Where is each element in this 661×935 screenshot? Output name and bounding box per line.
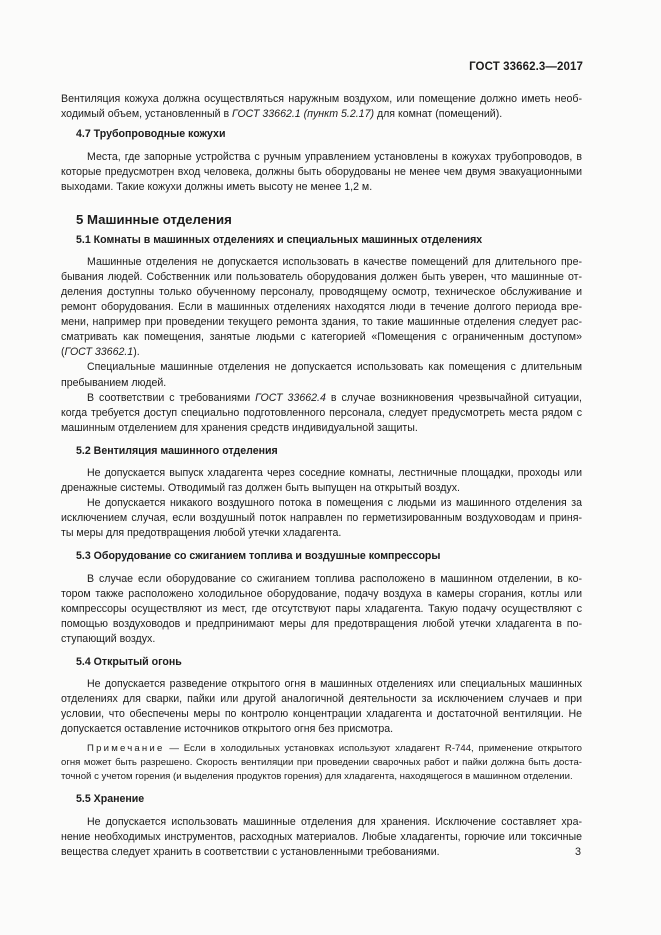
- document-header-code: ГОСТ 33662.3—2017: [469, 61, 583, 73]
- subsection-heading: 5.3 Оборудование со сжиганием топлива и воздушные компрессоры: [76, 550, 441, 563]
- subsection-heading: 5.4 Открытый огонь: [76, 656, 182, 668]
- text-line: Специальные машинные отделения не допускается использовать как помещения с длительным: [87, 361, 582, 374]
- text-line: пребыванием людей.: [61, 376, 167, 389]
- text-line: исключением случая, если воздушный поток направлен по герметизированным воздуховодам и приня-: [61, 512, 582, 525]
- text-line: ты меры для предотвращения любой утечки хладагента.: [61, 527, 342, 540]
- text-run: В соответствии с требованиями: [87, 391, 256, 404]
- text-run: ГОСТ 33662.1: [64, 346, 134, 359]
- text-line: В случае если оборудование со сжиганием топлива расположено в машинном отделении, в ко-: [87, 572, 582, 585]
- text-line: Машинные отделения не допускается использовать в качестве помещений для длительного пре-: [87, 255, 582, 268]
- text-line: нение необходимых инструментов, расходных материалов. Любые хладагенты, горючие или токсичные: [61, 830, 582, 843]
- text-line: Не допускается использовать машинные отделения для хранения. Исключение составляет хра-: [87, 815, 582, 828]
- text-line: Не допускается разведение открытого огня в машинных отделениях или специальных машинных: [87, 678, 582, 691]
- text-run: ГОСТ 33662.1 (пункт 5.2.17): [232, 108, 374, 121]
- text-run: — Если в холодильных установках используют хладагент R-744, применение открытого: [164, 743, 582, 755]
- text-run: для комнат (помещений).: [374, 108, 503, 121]
- text-line: отделениях для сварки, пайки или другой аналогичной деятельности за исключением случаев и при: [61, 693, 582, 706]
- text-line: мени, например при проведении текущего ремонта здания, то такие машинные отделения следует рас-: [61, 316, 582, 329]
- text-line: помощью воздуховодов и предпринимают меры для предотвращения любой утечки хладагента в по-: [61, 617, 582, 630]
- text-line: Вентиляция кожуха должна осуществляться наружным воздухом, или помещение должно иметь необ-: [61, 93, 582, 105]
- note-line: огня может быть разрешено. Скорость вентиляции при проведении сварочных работ и пайки должна быть доста-: [61, 757, 582, 769]
- text-line: [61, 107, 582, 122]
- text-run: ).: [133, 346, 140, 359]
- text-line: сматривать как помещения, занятые людьми с категорией «Помещения с ограниченным доступом»: [61, 331, 582, 344]
- text-line: деления доступны только обученному персоналу, проводящему осмотр, техническое обслуживание и: [61, 285, 582, 298]
- text-run: ГОСТ 33662.4: [255, 391, 326, 404]
- text-line: которые предусмотрен вход человека, должны быть оборудованы не менее чем двумя эвакуационными: [61, 166, 582, 179]
- note-line: точной с учетом горения (и выделения продуктов горения) для хладагента, находящегося в машинном отделении.: [61, 771, 573, 783]
- text-line: Места, где запорные устройства с ручным управлением установлены в кожухах трубопроводов, в: [87, 151, 582, 164]
- text-line: условии, что обеспечены меры по контролю концентрации хладагента и достаточной вентиляции. Не: [61, 708, 582, 721]
- text-line: вещества следует хранить в соответствии с установленными требованиями.: [61, 845, 440, 858]
- page-number: 3: [574, 846, 581, 858]
- text-run: в случае возникновения чрезвычайной ситуации,: [325, 391, 582, 404]
- text-line: Не допускается выпуск хладагента через соседние комнаты, лестничные площадки, проходы или: [87, 466, 582, 479]
- text-line: выходами. Такие кожухи должны иметь высоту не менее 1,2 м.: [61, 181, 373, 194]
- section-heading: 5 Машинные отделения: [76, 211, 232, 227]
- text-line: машинным отделением для хранения средств индивидуальной защиты.: [61, 421, 418, 434]
- text-line: когда требуется доступ специально подготовленного персонала, следует предусмотреть места рядом с: [61, 406, 582, 419]
- text-line: тором также расположено холодильное оборудование, подачу воздуха в камеры сгорания, котлы или: [61, 587, 582, 600]
- note-line: [61, 742, 582, 756]
- text-line: бывания людей. Собственник или пользователь оборудования должен быть уверен, что машинные от-: [61, 270, 582, 283]
- text-run: ходимый объем, установленный в: [61, 108, 233, 121]
- text-line: дренажные системы. Отводимый газ должен быть выпущен на открытый воздух.: [61, 482, 460, 495]
- text-line: Не допускается никакого воздушного потока в помещения с людьми из машинного отделения за: [87, 497, 582, 510]
- text-line: допускается оставление источников открытого огня без присмотра.: [61, 723, 394, 736]
- document-body: [61, 92, 582, 860]
- text-line: [61, 391, 582, 406]
- text-line: ремонт оборудования. Если в машинных отделениях находятся люди в течение долгого периода вре-: [61, 301, 582, 314]
- subsection-heading: 5.1 Комнаты в машинных отделениях и специальных машинных отделениях: [76, 233, 483, 246]
- text-line: [61, 345, 582, 360]
- text-line: ступающий воздух.: [61, 632, 156, 645]
- text-line: компрессоры осуществляют из мест, где отсутствуют пары хладагента. Такую подачу осуществляют с: [61, 602, 582, 615]
- subsection-heading: 5.2 Вентиляция машинного отделения: [76, 444, 278, 457]
- subsection-heading: 5.5 Хранение: [76, 793, 145, 806]
- text-run: Примечание: [87, 743, 165, 755]
- subsection-heading: 4.7 Трубопроводные кожухи: [76, 128, 226, 141]
- text-run: (: [61, 346, 65, 359]
